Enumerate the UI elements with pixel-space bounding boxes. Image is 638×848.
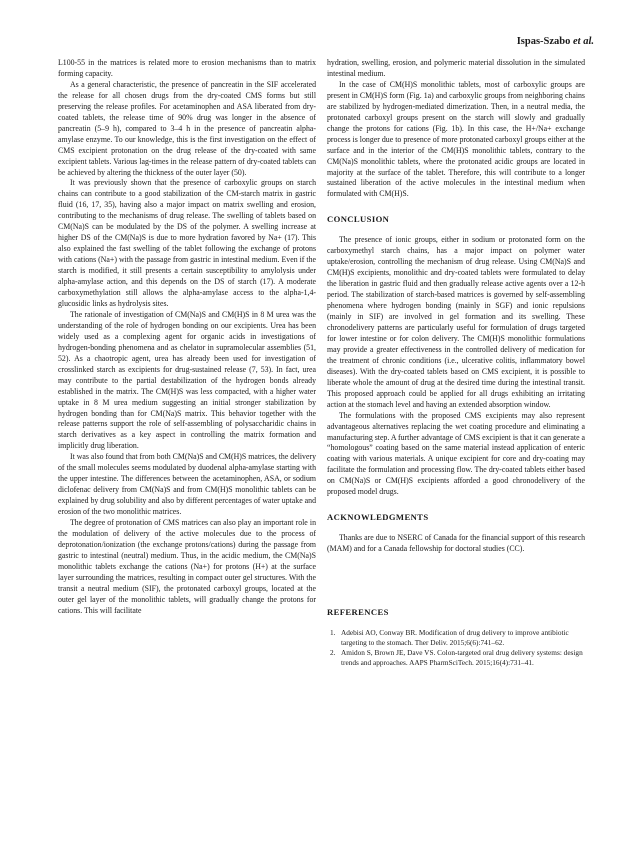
spacer (327, 555, 585, 593)
paragraph: It was also found that from both CM(Na)S and CM(H)S matrices, the delivery of the small molecules seems modulated by duodenal alpha-amylase starting with the upper intestine. The differences between the acetaminophen, ASA, or sodium diclofenac delivery from CM(Na)S and from CM(H)S monolithic tablets can be explained by drug solubility and also by different percentages of water uptake and erosion of the two monolithic matrices. (58, 452, 316, 517)
paragraph: The rationale of investigation of CM(Na)S and CM(H)S in 8 M urea was the understanding of the role of hydrogen bonding on our excipients. Urea has been widely used as a complexing agent for organic acids in investigations of hydrogen-bonding phenomena and as chelator in supramolecular assemblies (51, 52). As a chaotropic agent, urea has already been used for investigation of crosslinked starch as excipients for drug-sustained release (7, 53). In fact, urea may contribute to the partial destabilization of the hydrogen bonds already established in the matrix. The CM(H)S was less compacted, with a higher water uptake in 8 M urea medium suggesting an initial stronger stabilization by hydrogen bonding than for CM(Na)S matrix. This behavior together with the release patterns support the role of self-assembling of polysaccharidic chains in starch derivatives as a key aspect in controlling the matrix formation and implicitly drug liberation. (58, 309, 316, 451)
paragraph: hydration, swelling, erosion, and polymeric material dissolution in the simulated intestinal medium. (327, 58, 585, 78)
reference-list (327, 628, 585, 667)
paragraph: It was previously shown that the presence of carboxylic groups on starch chains can contribute to a good stabilization of the CM-starch matrix in gastric fluid (16, 17, 35), having also a major impact on matrix swelling and erosion, contributing to the mechanisms of drug release. The swelling of tablets based on CM(Na)S can be modulated by the DS of the polymer. A swelling increase at higher DS of the CM(Na)S is due to more hydration favored by Na+ (17). This also explained the fast swelling of the tablet following the exchange of protons with cations (Na+) with the passage from gastric in intestinal medium. Even if the starch is modified, it still presents a certain susceptibility to amylolysis under alpha-amylase action, and this depends on the DS of starch (17). A moderate carboxymethylation still allows the alpha-amylase access to the alpha-1,4-glucosidic links as hydrolysis sites. (58, 178, 316, 308)
paragraph: In the case of CM(H)S monolithic tablets, most of carboxylic groups are present in CM(H)S form (Fig. 1a) and carboxylic groups from neighboring chains are stabilized by hydrogen-mediated dimerization. Then, in a neutral media, the protonated carboxyl groups present on the starch will slowly and gradually change the protons for cations (Fig. 1b). In this case, the H+/Na+ exchange process is longer due to presence of more protonated carboxyl groups either at the surface and in the interior of the CM(H)S monolithic tablets, contrary to the CM(Na)S monolithic tablets, where the protonated acidic groups are located in majority at the surface of the tablet. Therefore, this will contribute to a longer sustained liberation of the active molecules in the intestinal medium when formulated with CM(H)S. (327, 79, 585, 199)
paragraph: L100-55 in the matrices is related more to erosion mechanisms than to matrix forming capacity. (58, 58, 316, 78)
section-heading-acknowledgments: ACKNOWLEDGMENTS (327, 512, 429, 523)
running-head-etal: et al. (573, 36, 594, 47)
reference-text: Amidon S, Brown JE, Dave VS. Colon-targeted oral drug delivery systems: design trends and approaches. AAPS PharmSciTech. 2015;16(4):731–41. (341, 648, 583, 667)
paragraph: The presence of ionic groups, either in sodium or protonated form on the carboxymethyl starch chains, has a major impact on polymer water uptake/erosion, controlling the mechanism of drug release. Using CM(Na)S and CM(H)S excipients, monolithic and dry-coated tablets were formulated to delay the liberation in gastric fluid and then gradually release active agents over a 12-h period. The stabilization of starch-based matrices is governed by self-assembling phenomena where hydrogen bonding (mainly in SGF) and ionic repulsions (mainly in SIF) are involved in gel formation and its swelling. These chronodelivery patterns are particularly useful for formulation of drugs targeted for lower intestine or for colon delivery. The CM(H)S monolithic formulations may provide a greater effectiveness in the controlled delivery of medication for the treatment of chronic conditions (i.e., ulcerative colitis, inflammatory bowel diseases). With the dry-coated tablets based on CMS excipient, it is possible to liberate whole the amount of drug at the desired time during the intestinal transit. This proposed approach could be applied for all drugs exhibiting an irritating action at the stomach level and having an extended absorption window. (327, 235, 585, 409)
paragraph: The degree of protonation of CMS matrices can also play an important role in the modulation of delivery of the active molecules due to the process of deprotonation/ionization (the exchange protons/cations) during the passage from gastric to intestinal (neutral) medium. Thus, in the acidic medium, the CM(Na)S monolithic tablets exchange the cations (Na+) for protons (H+) at the surface layer surrounding the matrices, resulting in compact outer gel structures. With the transit a neutral medium (SIF), the protonated carboxyl groups, located at the outer gel layer of the monolithic tablets, will gradually change the protons for cations. This will facilitate (58, 518, 316, 615)
section-heading-references: REFERENCES (327, 607, 389, 618)
reference-number: 2. (330, 648, 336, 658)
paragraph: The formulations with the proposed CMS excipients may also represent advantageous alternatives replacing the wet coating procedure and eliminating a manufacturing step. A further advantage of CMS excipient is that it can generate a “homologous” coating based on the same material instead application of enteric coating with various materials. A unique excipient for core and dry-coating may facilitate the formulation and processing flow. The dry-coated tablets either based on CM(Na)S or CM(H)S excipients afforded a good chronodelivery of the proposed model drugs. (327, 410, 585, 497)
running-head-author: Ispas-Szabo (516, 36, 571, 47)
running-head (517, 36, 594, 47)
reference-number: 1. (330, 628, 336, 638)
reference-item (327, 628, 585, 647)
left-column (58, 58, 316, 617)
paragraph: Thanks are due to NSERC of Canada for the financial support of this research (MAM) and for a Canada fellowship for doctoral studies (CC). (327, 533, 585, 554)
right-column (327, 58, 585, 668)
paragraph: As a general characteristic, the presence of pancreatin in the SIF accelerated the release for all chosen drugs from the dry-coated CMS forms but still preserving the release profiles. For acetaminophen and ASA liberated from dry-coated tablets, the release time of 90% drug was longer in the absence of pancreatin (5–9 h), compared to 3–4 h in the presence of pancreatin alpha-amylase enzyme. To our knowledge, this is the first investigation on the effect of CMS excipient protonation on the drug release of the dry-coated with same excipient tablets. Various lag-times in the release pattern of dry-coated tablets can be achieved by altering the thickness of the outer layer (50). (58, 79, 316, 177)
reference-item (327, 648, 585, 667)
reference-text: Adebisi AO, Conway BR. Modification of drug delivery to improve antibiotic targeting to the stomach. Ther Deliv. 2015;6(6):741–62. (341, 628, 569, 647)
section-heading-conclusion: CONCLUSION (327, 214, 390, 225)
